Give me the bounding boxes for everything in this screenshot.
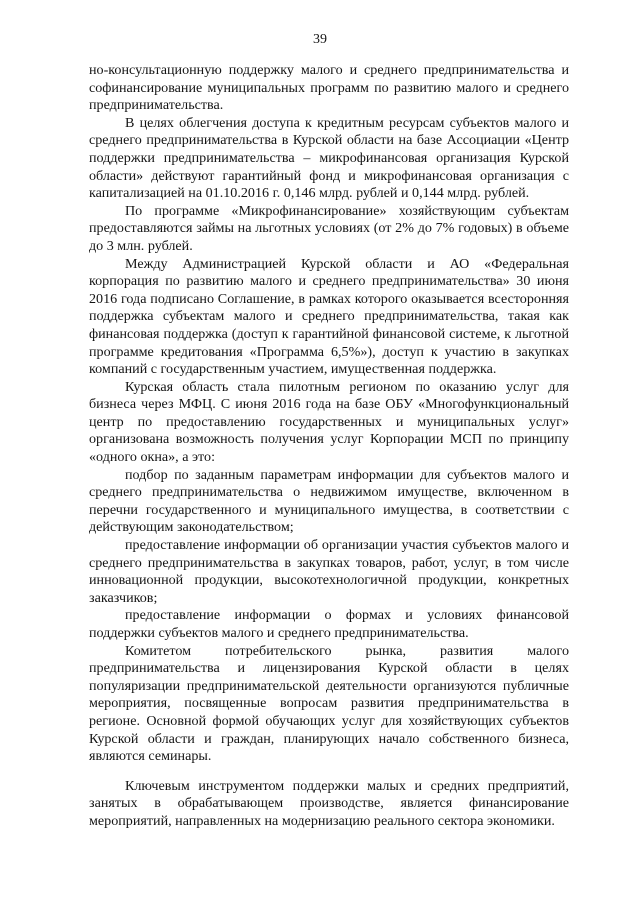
paragraph-consumer-market-committee: Комитетом потребительского рынка, развития малого предпринимательства и лицензирования Курской области в целях популяризации предпринимательской деятельности организуются публичные мероприятия, посвященные вопросам развития предпринимательства в регионе. Основной формой обучающих услуг для хозяйствующих субъектов Курской области и граждан, планирующих начало собственного бизнеса, являются семинары. xyxy=(89,642,569,765)
paragraph-key-instrument: Ключевым инструментом поддержки малых и средних предприятий, занятых в обрабатывающем производстве, является финансирование мероприятий, направленных на модернизацию реального сектора экономики. xyxy=(89,777,569,829)
paragraph-credit-access: В целях облегчения доступа к кредитным ресурсам субъектов малого и среднего предпринимательства в Курской области на базе Ассоциации «Центр поддержки предпринимательства – микрофинансовая организация Курской области» действуют гарантийный фонд и микрофинансовая организация с капитализацией на 01.10.2016 г. 0,146 млрд. рублей и 0,144 млрд. рублей. xyxy=(89,114,569,202)
paragraph-continuation: но-консультационную поддержку малого и среднего предпринимательства и софинансирование муниципальных программ по развитию малого и среднего предпринимательства. xyxy=(89,62,569,114)
paragraph-mfc-pilot-region: Курская область стала пилотным регионом по оказанию услуг для бизнеса через МФЦ. С июня 2016 года на базе ОБУ «Многофункциональный центр по предоставлению государственных и муниципальных услуг» организована возможность получения услуг Корпорации МСП по принципу «одного окна», а это: xyxy=(89,378,569,466)
list-item-property-info: подбор по заданным параметрам информации для субъектов малого и среднего предпринимательства о недвижимом имуществе, включенном в перечни государственного и муниципального имущества, в соответствии с действующим законодательством; xyxy=(89,466,569,536)
page-number: 39 xyxy=(313,32,327,47)
paragraph-federal-corporation-agreement: Между Администрацией Курской области и АО «Федеральная корпорация по развитию малого и среднего предпринимательства» 30 июня 2016 года подписано Соглашение, в рамках которого оказывается всесторонняя поддержка субъектам малого и среднего предпринимательства, такая как финансовая поддержка (доступ к гарантийной финансовой системе, к льготной программе кредитования «Программа 6,5%»), доступ к участию в закупках компаний с государственным участием, имущественная поддержка. xyxy=(89,255,569,378)
list-item-financial-support-info: предоставление информации о формах и условиях финансовой поддержки субъектов малого и среднего предпринимательства. xyxy=(89,607,569,641)
paragraph-microfinance-program: По программе «Микрофинансирование» хозяйствующим субъектам предоставляются займы на льготных условиях (от 2% до 7% годовых) в объеме до 3 млн. рублей. xyxy=(89,202,569,254)
list-item-procurement-info: предоставление информации об организации участия субъектов малого и среднего предпринимательства в закупках товаров, работ, услуг, в том числе инновационной продукции, высокотехнологичной продукции, конкретных заказчиков; xyxy=(89,537,569,606)
page-body xyxy=(89,62,569,831)
